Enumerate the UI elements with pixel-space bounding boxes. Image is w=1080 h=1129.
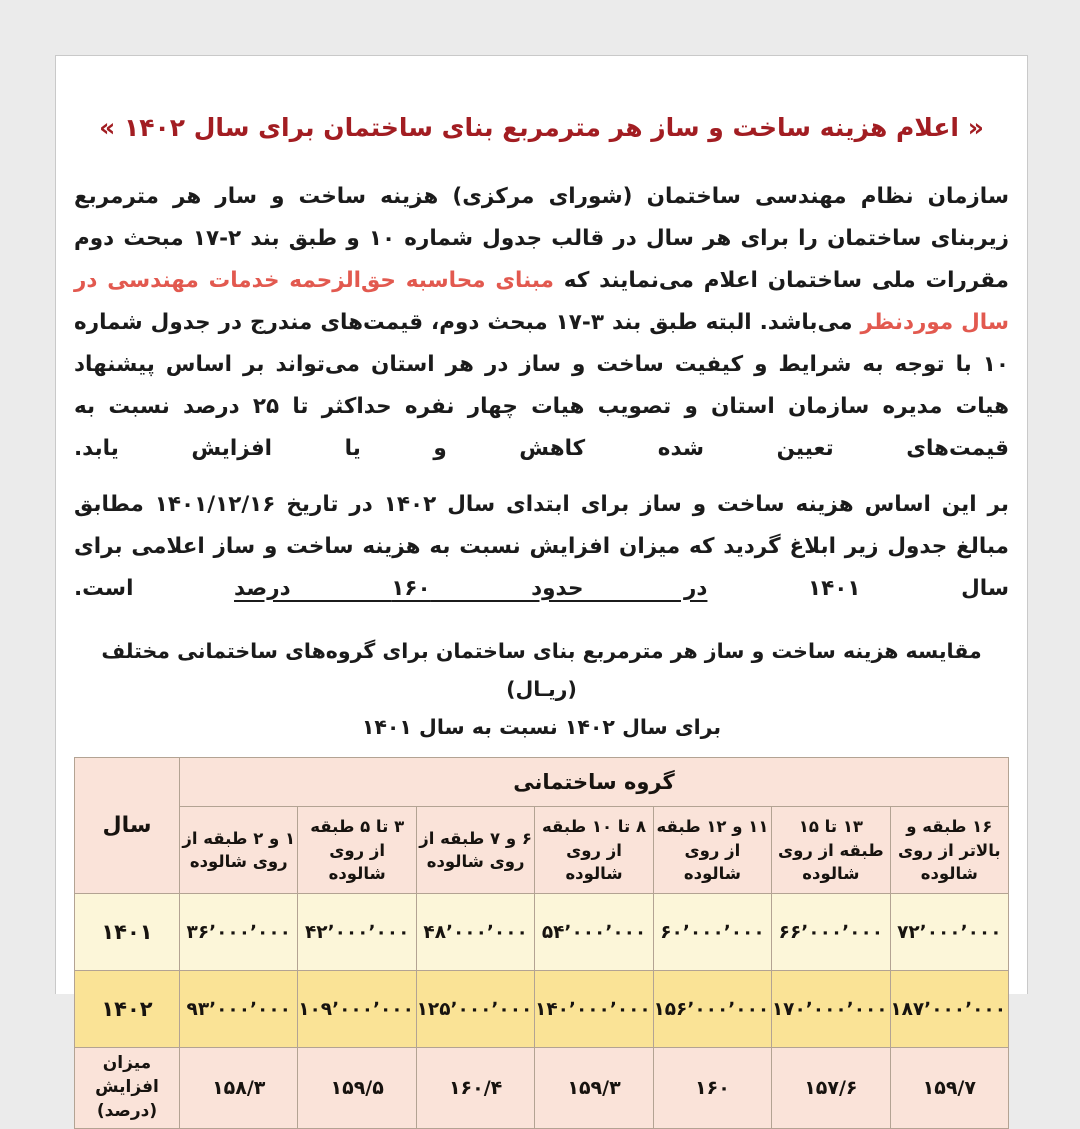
header-category-5: ۱۳ تا ۱۵ طبقه از روی شالوده	[772, 807, 890, 894]
table-caption	[74, 633, 1009, 747]
table-head	[75, 758, 1009, 894]
table-header-columns-row	[75, 807, 1009, 894]
cell-1402-0: ۹۳٬۰۰۰٬۰۰۰	[180, 971, 298, 1048]
paragraph-2	[74, 484, 1009, 610]
paragraph-1-segment-1: سازمان نظام مهندسی ساختمان (شورای مرکزی) هزینه ساخت و سار هر مترمربع زیربنای ساختمان را برای هر سال در قالب جدول شماره ۱۰ و طبق بند ۲-۱۷ مبحث دوم مقررات ملی ساختمان اعلام می‌نمایند که	[74, 184, 1010, 294]
cell-1402-6: ۱۸۷٬۰۰۰٬۰۰۰	[890, 971, 1008, 1048]
cell-pct-4: ۱۶۰	[653, 1048, 771, 1128]
cell-1401-6: ۷۲٬۰۰۰٬۰۰۰	[890, 894, 1008, 971]
header-category-1: ۳ تا ۵ طبقه از روی شالوده	[298, 807, 416, 894]
cell-1402-4: ۱۵۶٬۰۰۰٬۰۰۰	[653, 971, 771, 1048]
cell-1402-1: ۱۰۹٬۰۰۰٬۰۰۰	[298, 971, 416, 1048]
paragraph-1	[74, 176, 1009, 469]
paragraph-1-highlight: مبنای محاسبه حق‌الزحمه خدمات مهندسی در سال موردنظر	[74, 268, 1009, 336]
paragraph-1-segment-2: می‌باشد. البته طبق بند ۳-۱۷ مبحث دوم، قیمت‌های مندرج در جدول شماره ۱۰ با توجه به شرایط و کیفیت ساخت و ساز در هر استان می‌تواند بر اساس پیشنهاد هیات مدیره سازمان استان و تصویب هیات چهار نفره حداکثر تا ۲۵ درصد نسبت به قیمت‌های تعیین شده کاهش و یا افزایش یابد.	[74, 310, 1009, 461]
cell-1401-1: ۴۲٬۰۰۰٬۰۰۰	[298, 894, 416, 971]
cell-1402-2: ۱۲۵٬۰۰۰٬۰۰۰	[416, 971, 534, 1048]
document-page	[55, 55, 1028, 1121]
cell-pct-1: ۱۵۹/۵	[298, 1048, 416, 1128]
table-caption-line-2: برای سال ۱۴۰۲ نسبت به سال ۱۴۰۱	[361, 715, 722, 740]
header-category-6: ۱۶ طبقه و بالاتر از روی شالوده	[890, 807, 1008, 894]
cell-1401-2: ۴۸٬۰۰۰٬۰۰۰	[416, 894, 534, 971]
cell-pct-0: ۱۵۸/۳	[180, 1048, 298, 1128]
header-category-3: ۸ تا ۱۰ طبقه از روی شالوده	[535, 807, 653, 894]
cell-1401-4: ۶۰٬۰۰۰٬۰۰۰	[653, 894, 771, 971]
header-category-4: ۱۱ و ۱۲ طبقه از روی شالوده	[653, 807, 771, 894]
cell-pct-6: ۱۵۹/۷	[890, 1048, 1008, 1128]
cell-pct-3: ۱۵۹/۳	[535, 1048, 653, 1128]
paragraph-2-underlined: در حدود ۱۶۰ درصد	[234, 575, 708, 601]
header-category-0: ۱ و ۲ طبقه از روی شالوده	[180, 807, 298, 894]
cell-pct-5: ۱۵۷/۶	[772, 1048, 890, 1128]
header-category-2: ۶ و ۷ طبقه از روی شالوده	[416, 807, 534, 894]
table-body	[75, 894, 1009, 1128]
cell-1401-3: ۵۴٬۰۰۰٬۰۰۰	[535, 894, 653, 971]
table-row-percent-increase	[75, 1048, 1009, 1128]
table-caption-line-1: مقایسه هزینه ساخت و ساز هر مترمربع بنای ساختمان برای گروه‌های ساختمانی مختلف (ریـال)	[101, 639, 982, 702]
table-row-1402	[75, 971, 1009, 1048]
cell-1401-0: ۳۶٬۰۰۰٬۰۰۰	[180, 894, 298, 971]
cell-1402-3: ۱۴۰٬۰۰۰٬۰۰۰	[535, 971, 653, 1048]
row-label-1402: ۱۴۰۲	[75, 971, 180, 1048]
table-row-1401	[75, 894, 1009, 971]
page-title: « اعلام هزینه ساخت و ساز هر مترمربع بنای ساختمان برای سال ۱۴۰۲ »	[99, 113, 984, 142]
page-inner	[56, 56, 1027, 1129]
paragraph-2-segment-1: بر این اساس هزینه ساخت و ساز برای ابتدای سال ۱۴۰۲ در تاریخ ۱۴۰۱/۱۲/۱۶ مطابق مبالغ جدول زیر ابلاغ گردید که میزان افزایش نسبت به هزینه ساخت و ساز اعلامی برای سال ۱۴۰۱	[74, 491, 1009, 601]
cell-1402-5: ۱۷۰٬۰۰۰٬۰۰۰	[772, 971, 890, 1048]
header-year: سال	[75, 758, 180, 894]
row-label-1401: ۱۴۰۱	[75, 894, 180, 971]
cost-comparison-table	[74, 757, 1009, 1128]
cell-1401-5: ۶۶٬۰۰۰٬۰۰۰	[772, 894, 890, 971]
header-building-group: گروه ساختمانی	[180, 758, 1009, 807]
paragraph-2-segment-2: است.	[74, 575, 235, 601]
table-header-group-row	[75, 758, 1009, 807]
cell-pct-2: ۱۶۰/۴	[416, 1048, 534, 1128]
row-label-percent-increase: میزان افزایش (درصد)	[75, 1048, 180, 1128]
